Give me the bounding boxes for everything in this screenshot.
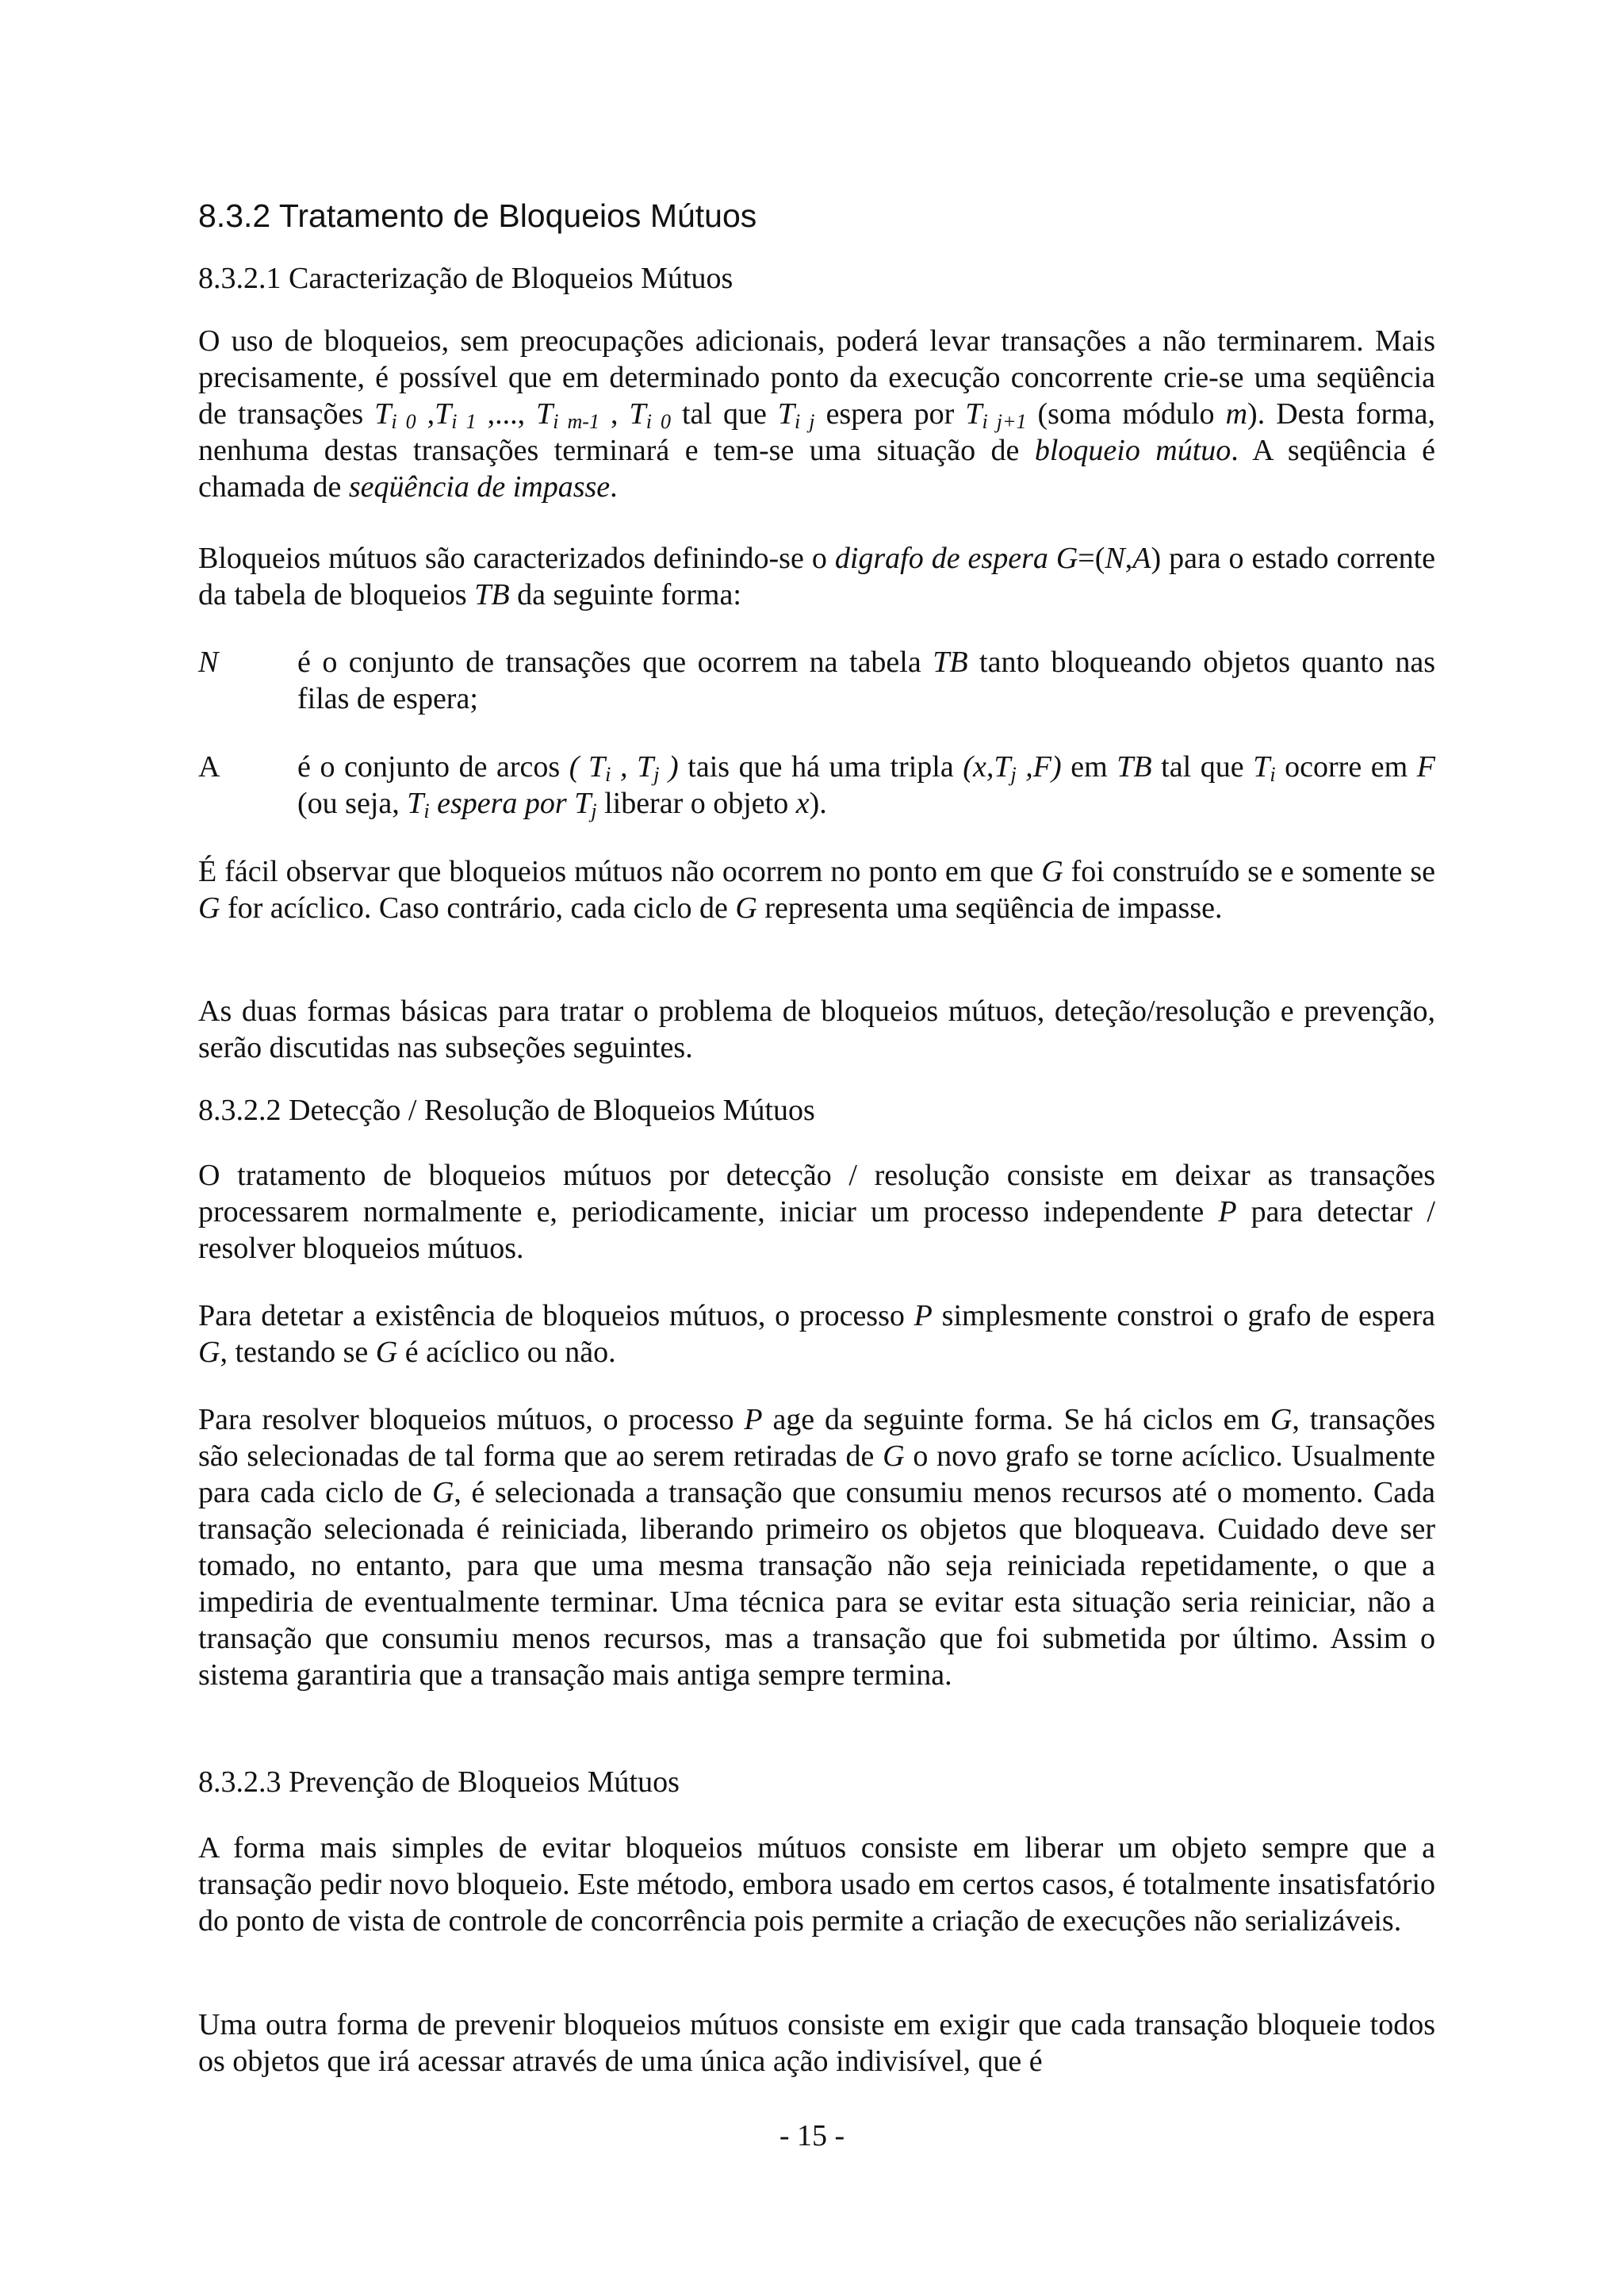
paragraph-intro: O uso de bloqueios, sem preocupações adicionais, poderá levar transações a não terminarem. Mais precisamente, é possível que em determinado ponto da execução concorrente crie-se uma seqüência de transações $T_{i 0}$ $,T_{i 1}$ ,..., $T_{i m-1}$ , $T_{i 0}$ tal que $T_{i j}$ espera por $T_{i j+1}$ (soma módulo m). Desta forma, nenhuma destas transações terminará e tem-se uma situação de bloqueio mútuo. A seqüência é chamada de seqüência de impasse.	[198, 324, 1436, 504]
paragraph-formas-basicas: As duas formas básicas para tratar o problema de bloqueios mútuos, deteção/resolução e prevenção, serão discutidas nas subseções seguintes.	[198, 995, 1435, 1064]
page-number: - 15 -	[779, 2119, 845, 2152]
paragraph-detetar: Para detetar a existência de bloqueios mútuos, o processo P simplesmente constroi o grafo de espera G, testando se G é acíclico ou não.	[198, 1299, 1436, 1369]
subsection-title-8-3-2-3: 8.3.2.3 Prevenção de Bloqueios Mútuos	[198, 1765, 680, 1799]
paragraph-aciclico: É fácil observar que bloqueios mútuos não ocorrem no ponto em que G foi construído se e somente se G for acíclico. Caso contrário, cada ciclo de G representa uma seqüência de impasse.	[198, 855, 1435, 925]
paragraph-deteccao: O tratamento de bloqueios mútuos por detecção / resolução consiste em deixar as transações processarem normalmente e, periodicamente, iniciar um processo independente P para detectar / resolver bloqueios mútuos.	[198, 1159, 1435, 1265]
definition-term-A: A	[198, 750, 220, 784]
definition-desc-N: é o conjunto de transações que ocorrem na tabela TB tanto bloqueando objetos quanto nas filas de espera;	[297, 646, 1436, 715]
paragraph-prevencao-outra: Uma outra forma de prevenir bloqueios mútuos consiste em exigir que cada transação bloqueie todos os objetos que irá acessar através de uma única ação indivisível, que é	[198, 2008, 1435, 2078]
subsection-title-8-3-2-1: 8.3.2.1 Caracterização de Bloqueios Mútuos	[198, 262, 733, 295]
subsection-title-8-3-2-2: 8.3.2.2 Detecção / Resolução de Bloqueios Mútuos	[198, 1094, 815, 1127]
paragraph-resolver: Para resolver bloqueios mútuos, o processo P age da seguinte forma. Se há ciclos em G, transações são selecionadas de tal forma que ao serem retiradas de G o novo grafo se torne acíclico. Usualmente para cada ciclo de G, é selecionada a transação que consumiu menos recursos até o momento. Cada transação selecionada é reiniciada, liberando primeiro os objetos que bloqueava. Cuidado deve ser tomado, no entanto, para que uma mesma transação não seja reiniciada repetidamente, o que a impediria de eventualmente terminar. Uma técnica para se evitar esta situação seria reiniciar, não a transação que consumiu menos recursos, mas a transação que foi submetida por último. Assim o sistema garantiria que a transação mais antiga sempre termina.	[198, 1403, 1436, 1692]
section-title: 8.3.2 Tratamento de Bloqueios Mútuos	[198, 197, 757, 234]
paragraph-prevencao-simples: A forma mais simples de evitar bloqueios mútuos consiste em liberar um objeto sempre que a transação pedir novo bloqueio. Este método, embora usado em certos casos, é totalmente insatisfatório do ponto de vista de controle de concorrência pois permite a criação de execuções não serializáveis.	[198, 1831, 1435, 1938]
paragraph-digrafo: Bloqueios mútuos são caracterizados definindo-se o digrafo de espera G=(N,A) para o estado corrente da tabela de bloqueios TB da seguinte forma:	[198, 542, 1435, 611]
definition-term-N: N	[198, 646, 219, 679]
definition-desc-A: é o conjunto de arcos ( $T_i$ , $T_j$ ) tais que há uma tripla ($x,T_j$ ,F) em TB tal que $T_i$ ocorre em F (ou seja, $T_i$ espera por $T_j$ liberar o objeto x).	[297, 750, 1435, 822]
